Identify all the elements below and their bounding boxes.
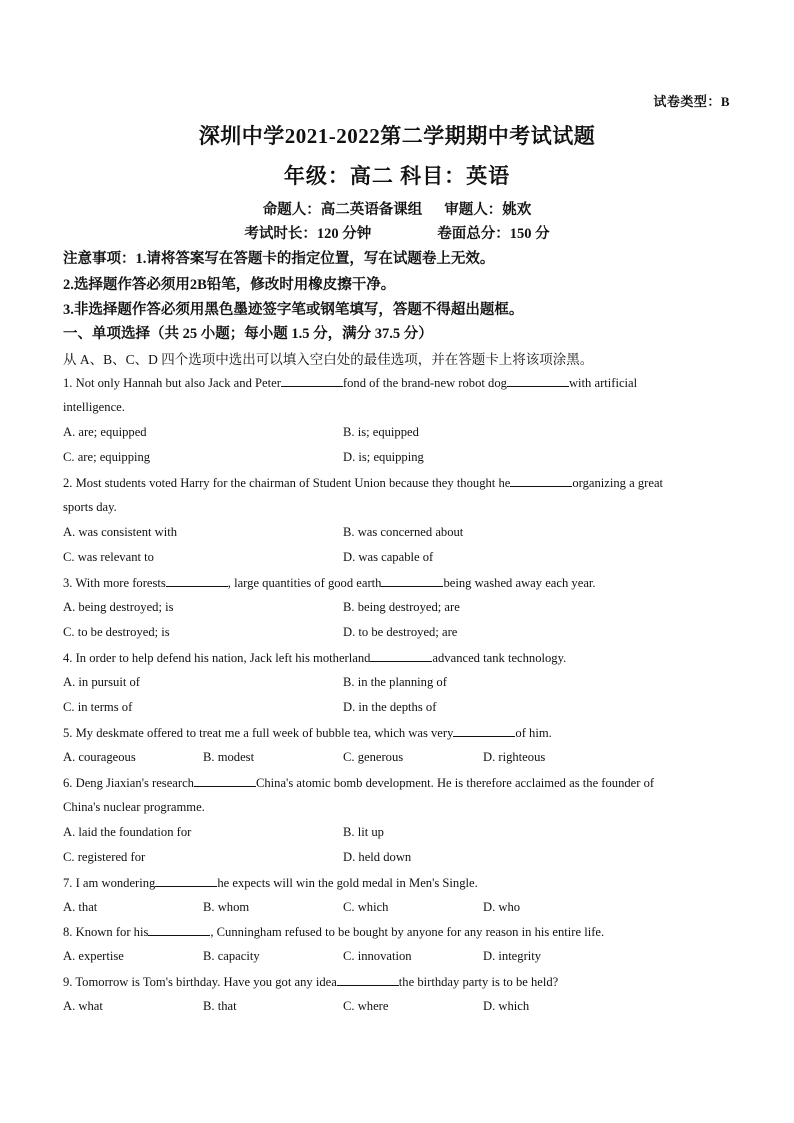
answer-blank	[453, 724, 515, 737]
question-4-option-d: D. in the depths of	[343, 700, 437, 714]
question-text: with artificial	[568, 376, 638, 390]
question-1-option-d: D. is; equipping	[343, 450, 424, 464]
question-text: 7. I am wondering	[63, 876, 156, 890]
question-text: 3. With more forests	[63, 576, 166, 590]
question-text: China's atomic bomb development. He is therefore acclaimed as the founder of	[255, 776, 655, 790]
question-2-stem	[63, 474, 663, 491]
question-8-stem	[63, 923, 604, 940]
notice-1: 注意事项：1.请将答案写在答题卡的指定位置，写在试题卷上无效。	[63, 251, 495, 267]
question-9-option-c: C. where	[343, 999, 389, 1013]
question-5-option-c: C. generous	[343, 750, 404, 764]
question-7-option-d: D. who	[483, 900, 521, 914]
question-text: , large quantities of good earth	[227, 576, 382, 590]
question-5-option-d: D. righteous	[483, 750, 546, 764]
question-5-option-a: A. courageous	[63, 750, 136, 764]
question-text: of him.	[515, 726, 552, 740]
reviewer: 审题人：姚欢	[444, 202, 532, 218]
answer-blank	[337, 973, 399, 986]
exam-title: 深圳中学2021-2022第二学期期中考试试题	[198, 124, 596, 148]
duration: 考试时长：120 分钟	[244, 226, 372, 242]
question-8-option-d: D. integrity	[483, 949, 542, 963]
question-text: 8. Known for his	[63, 925, 149, 939]
question-text: 2. Most students voted Harry for the chairman of Student Union because they thought he	[63, 476, 511, 490]
answer-blank	[166, 574, 228, 587]
question-text: the birthday party is to be held?	[398, 975, 559, 989]
question-2-option-a: A. was consistent with	[63, 525, 178, 539]
question-2-stem-cont: sports day.	[63, 500, 117, 514]
question-6-option-b: B. lit up	[343, 825, 384, 839]
question-3-option-c: C. to be destroyed; is	[63, 625, 170, 639]
question-text: fond of the brand-new robot dog	[342, 376, 507, 390]
question-7-option-b: B. whom	[203, 900, 250, 914]
question-7-option-c: C. which	[343, 900, 389, 914]
answer-blank	[155, 874, 217, 887]
question-6-option-c: C. registered for	[63, 850, 146, 864]
question-1-option-a: A. are; equipped	[63, 425, 147, 439]
answer-blank	[148, 923, 210, 936]
question-7-stem	[63, 874, 478, 891]
question-6-stem	[63, 774, 654, 791]
exam-type-label: 试卷类型：B	[653, 94, 730, 109]
question-5-stem	[63, 724, 552, 741]
answer-blank	[370, 649, 432, 662]
question-3-stem	[63, 574, 596, 591]
question-3-option-b: B. being destroyed; are	[343, 600, 460, 614]
setter: 命题人：高二英语备课组	[262, 202, 423, 218]
question-9-option-b: B. that	[203, 999, 237, 1013]
setter-line	[0, 198, 794, 219]
question-8-option-c: C. innovation	[343, 949, 412, 963]
question-1-option-b: B. is; equipped	[343, 425, 419, 439]
question-5-option-b: B. modest	[203, 750, 255, 764]
duration-line	[0, 222, 794, 243]
answer-blank	[194, 774, 256, 787]
question-2-option-c: C. was relevant to	[63, 550, 154, 564]
answer-blank	[507, 374, 569, 387]
question-3-option-d: D. to be destroyed; are	[343, 625, 458, 639]
question-4-option-a: A. in pursuit of	[63, 675, 140, 689]
question-text: 9. Tomorrow is Tom's birthday. Have you got any idea	[63, 975, 337, 989]
exam-subtitle: 年级：高二 科目：英语	[283, 164, 511, 188]
question-3-option-a: A. being destroyed; is	[63, 600, 174, 614]
question-text: , Cunningham refused to be bought by anyone for any reason in his entire life.	[210, 925, 605, 939]
question-text: 4. In order to help defend his nation, Jack left his motherland	[63, 651, 371, 665]
answer-blank	[281, 374, 343, 387]
total-score: 卷面总分：150 分	[437, 226, 550, 242]
question-6-option-a: A. laid the foundation for	[63, 825, 192, 839]
answer-blank	[381, 574, 443, 587]
question-text: 5. My deskmate offered to treat me a full week of bubble tea, which was very	[63, 726, 454, 740]
question-text: 1. Not only Hannah but also Jack and Peter	[63, 376, 281, 390]
question-7-option-a: A. that	[63, 900, 98, 914]
notice-2: 2.选择题作答必须用2B铅笔，修改时用橡皮擦干净。	[63, 277, 396, 293]
question-2-option-d: D. was capable of	[343, 550, 434, 564]
question-text: he expects will win the gold medal in Men's Single.	[217, 876, 478, 890]
question-8-option-a: A. expertise	[63, 949, 124, 963]
question-1-option-c: C. are; equipping	[63, 450, 151, 464]
question-4-stem	[63, 649, 566, 666]
section-instruction: 从 A、B、C、D 四个选项中选出可以填入空白处的最佳选项，并在答题卡上将该项涂黑。	[63, 352, 594, 367]
answer-blank	[510, 474, 572, 487]
question-text: 6. Deng Jiaxian's research	[63, 776, 194, 790]
question-8-option-b: B. capacity	[203, 949, 260, 963]
question-9-option-a: A. what	[63, 999, 103, 1013]
question-6-stem-cont: China's nuclear programme.	[63, 800, 205, 814]
question-1-stem	[63, 374, 637, 391]
question-1-stem-cont: intelligence.	[63, 400, 125, 414]
section-title: 一、单项选择（共 25 小题；每小题 1.5 分，满分 37.5 分）	[63, 326, 433, 342]
question-6-option-d: D. held down	[343, 850, 412, 864]
notice-3: 3.非选择题作答必须用黑色墨迹签字笔或钢笔填写，答题不得超出题框。	[63, 302, 524, 318]
question-text: being washed away each year.	[443, 576, 596, 590]
question-9-stem	[63, 973, 558, 990]
question-text: organizing a great	[572, 476, 664, 490]
question-text: advanced tank technology.	[432, 651, 567, 665]
question-4-option-c: C. in terms of	[63, 700, 133, 714]
question-4-option-b: B. in the planning of	[343, 675, 447, 689]
question-9-option-d: D. which	[483, 999, 530, 1013]
question-2-option-b: B. was concerned about	[343, 525, 464, 539]
